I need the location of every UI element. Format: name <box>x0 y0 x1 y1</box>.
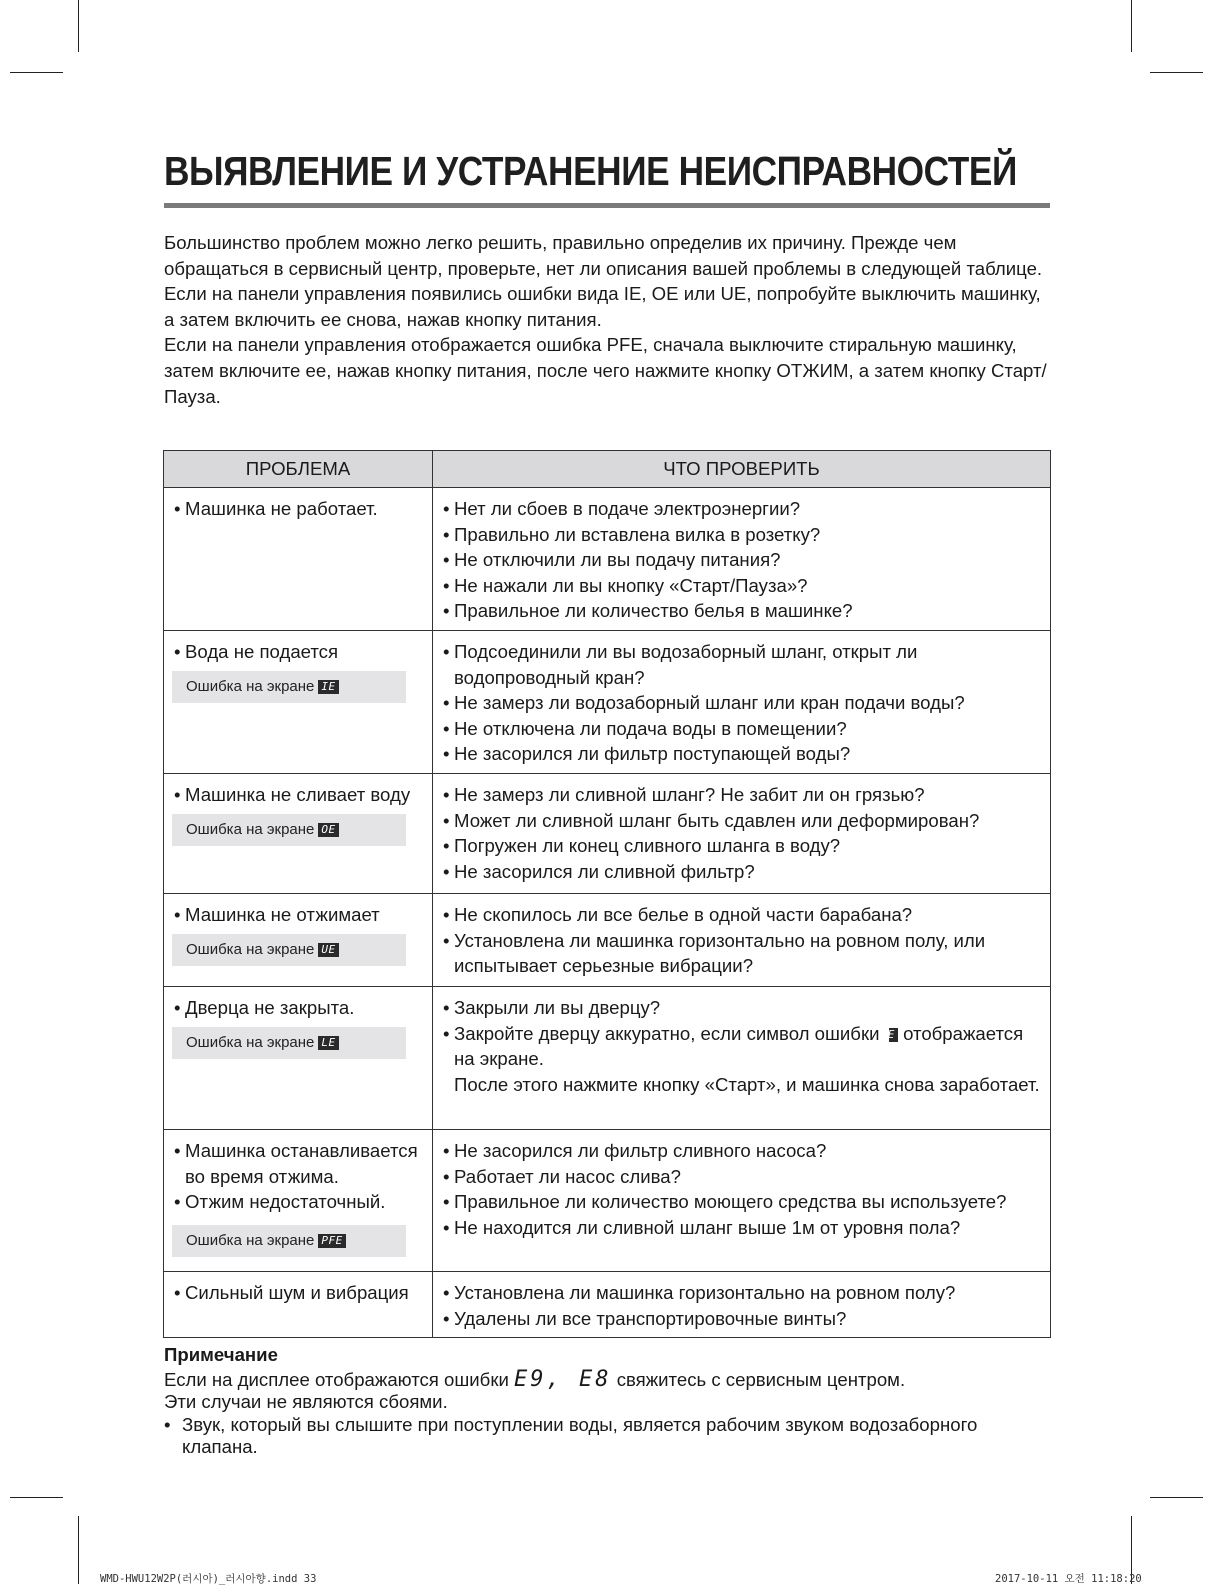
check-item: • Удалены ли все транспортировочные винты? <box>443 1306 1040 1332</box>
problem-cell <box>164 773 433 893</box>
crop-mark <box>10 72 63 73</box>
check-item: • Не засорился ли фильтр поступающей воды? <box>443 741 1040 767</box>
crop-mark <box>1131 0 1132 52</box>
table-row <box>164 1129 1051 1271</box>
title-rule <box>164 203 1050 208</box>
table-row <box>164 1271 1051 1337</box>
problem-text: • Машинка не отжимает <box>174 902 422 928</box>
column-header-check: ЧТО ПРОВЕРИТЬ <box>433 451 1051 488</box>
check-cell <box>433 986 1051 1129</box>
error-code: OE <box>318 823 338 837</box>
check-text: Закройте дверцу аккуратно, если символ ошибки <box>454 1022 880 1044</box>
check-item: • Работает ли насос слива? <box>443 1164 1040 1190</box>
check-item: • Не отключена ли подача воды в помещении? <box>443 716 1040 742</box>
table-header-row <box>164 451 1051 488</box>
crop-mark <box>1150 72 1203 73</box>
intro-paragraph: Большинство проблем можно легко решить, правильно определив их причину. Прежде чем обращаться в сервисный центр, проверьте, нет ли описания вашей проблемы в следующей таблице. <box>164 232 1043 279</box>
note-line: Эти случаи не являются сбоями. <box>164 1391 448 1412</box>
problem-text: • Вода не подается <box>174 639 422 665</box>
error-display-box <box>172 1225 406 1257</box>
check-cell <box>433 1129 1051 1271</box>
note-text: Звук, который вы слышите при поступлении воды, является рабочим звуком водозаборного клапана. <box>182 1413 978 1457</box>
note-text: Если на дисплее отображаются ошибки <box>164 1368 509 1390</box>
check-cell <box>433 893 1051 986</box>
crop-mark <box>78 0 79 52</box>
check-text: отображается на экране. <box>454 1022 1024 1070</box>
check-item: • Не находится ли сливной шланг выше 1м от уровня пола? <box>443 1215 1040 1241</box>
check-item <box>443 1021 1040 1072</box>
error-display-box <box>172 934 406 966</box>
problem-cell <box>164 986 433 1129</box>
error-code: IE <box>318 680 338 694</box>
check-continuation: После этого нажмите кнопку «Старт», и машинка снова заработает. <box>454 1073 1040 1095</box>
check-item: • Погружен ли конец сливного шланга в воду? <box>443 833 1040 859</box>
bullet-icon: • <box>164 1413 171 1435</box>
table-row <box>164 488 1051 631</box>
error-label: Ошибка на экране <box>186 1033 315 1051</box>
check-item: • Не засорился ли сливной фильтр? <box>443 859 1040 885</box>
check-item: • Закрыли ли вы дверцу? <box>443 995 1040 1021</box>
note-section <box>164 1344 1054 1459</box>
check-item: • Не засорился ли фильтр сливного насоса? <box>443 1138 1040 1164</box>
check-item: • Не замерз ли сливной шланг? Не забит ли он грязью? <box>443 782 1040 808</box>
check-item: • Установлена ли машинка горизонтально на ровном полу, или испытывает серьезные вибрации? <box>443 928 1040 979</box>
table-row <box>164 773 1051 893</box>
check-item: • Подсоединили ли вы водозаборный шланг, открыт ли водопроводный кран? <box>443 639 1040 690</box>
problem-cell <box>164 488 433 631</box>
footer-file: WMD-HWU12W2P(러시아)_러시아향.indd 33 <box>100 1573 317 1585</box>
problem-cell <box>164 1129 433 1271</box>
error-label: Ошибка на экране <box>186 820 315 838</box>
check-item: • Не скопилось ли все белье в одной части барабана? <box>443 902 1040 928</box>
note-bullet <box>164 1414 1054 1459</box>
check-item: • Не замерз ли водозаборный шланг или кран подачи воды? <box>443 690 1040 716</box>
footer-timestamp: 2017-10-11 오전 11:18:20 <box>995 1573 1142 1585</box>
problem-text: • Машинка не сливает воду <box>174 782 422 808</box>
check-item: • Может ли сливной шланг быть сдавлен или деформирован? <box>443 808 1040 834</box>
error-code: PFE <box>318 1234 345 1248</box>
crop-mark <box>1150 1497 1203 1498</box>
intro-text <box>164 230 1054 409</box>
crop-mark <box>78 1516 79 1584</box>
check-item: • Нет ли сбоев в подаче электроэнергии? <box>443 496 1040 522</box>
crop-mark <box>10 1497 63 1498</box>
check-item: • Не нажали ли вы кнопку «Старт/Пауза»? <box>443 573 1040 599</box>
problem-text: • Отжим недостаточный. <box>174 1189 422 1215</box>
error-label: Ошибка на экране <box>186 677 315 695</box>
error-codes-display: E9, E8 <box>514 1366 612 1392</box>
check-item: • Установлена ли машинка горизонтально на ровном полу? <box>443 1280 1040 1306</box>
check-item: • Правильное ли количество моющего средства вы используете? <box>443 1189 1040 1215</box>
error-display-box <box>172 1027 406 1059</box>
intro-paragraph: Если на панели управления появились ошибки вида IE, OE или UE, попробуйте выключить машинку, а затем включить ее снова, нажав кнопку питания. <box>164 283 1041 330</box>
check-cell <box>433 488 1051 631</box>
check-cell <box>433 773 1051 893</box>
error-code: UE <box>318 943 338 957</box>
page-title: ВЫЯВЛЕНИЕ И УСТРАНЕНИЕ НЕИСПРАВНОСТЕЙ <box>164 148 1017 194</box>
table-row <box>164 631 1051 774</box>
check-item: • Не отключили ли вы подачу питания? <box>443 547 1040 573</box>
problem-cell <box>164 1271 433 1337</box>
error-code: LE <box>318 1036 338 1050</box>
error-label: Ошибка на экране <box>186 940 315 958</box>
check-item: • Правильно ли вставлена вилка в розетку? <box>443 522 1040 548</box>
note-text: свяжитесь с сервисным центром. <box>616 1368 906 1390</box>
problem-text: • Дверца не закрыта. <box>174 995 422 1021</box>
note-line <box>164 1366 1054 1392</box>
table-row <box>164 986 1051 1129</box>
problem-text: • Машинка не работает. <box>174 496 422 522</box>
error-code: LE <box>889 1028 898 1042</box>
error-display-box <box>172 671 406 703</box>
intro-paragraph: Если на панели управления отображается ошибка PFE, сначала выключите стиральную машинку, затем включите ее, нажав кнопку питания, после чего нажмите кнопку ОТЖИМ, а затем кнопку Старт/Пауза. <box>164 334 1047 407</box>
column-header-problem: ПРОБЛЕМА <box>164 451 433 488</box>
problem-cell <box>164 631 433 774</box>
check-cell <box>433 631 1051 774</box>
error-display-box <box>172 814 406 846</box>
table-row <box>164 893 1051 986</box>
problem-cell <box>164 893 433 986</box>
note-heading: Примечание <box>164 1344 278 1365</box>
check-item: • Правильное ли количество белья в машинке? <box>443 598 1040 624</box>
check-cell <box>433 1271 1051 1337</box>
error-label: Ошибка на экране <box>186 1231 315 1249</box>
problem-text: • Машинка останавливается во время отжима. <box>174 1138 422 1189</box>
troubleshooting-table <box>163 450 1051 1338</box>
problem-text: • Сильный шум и вибрация <box>174 1280 422 1306</box>
